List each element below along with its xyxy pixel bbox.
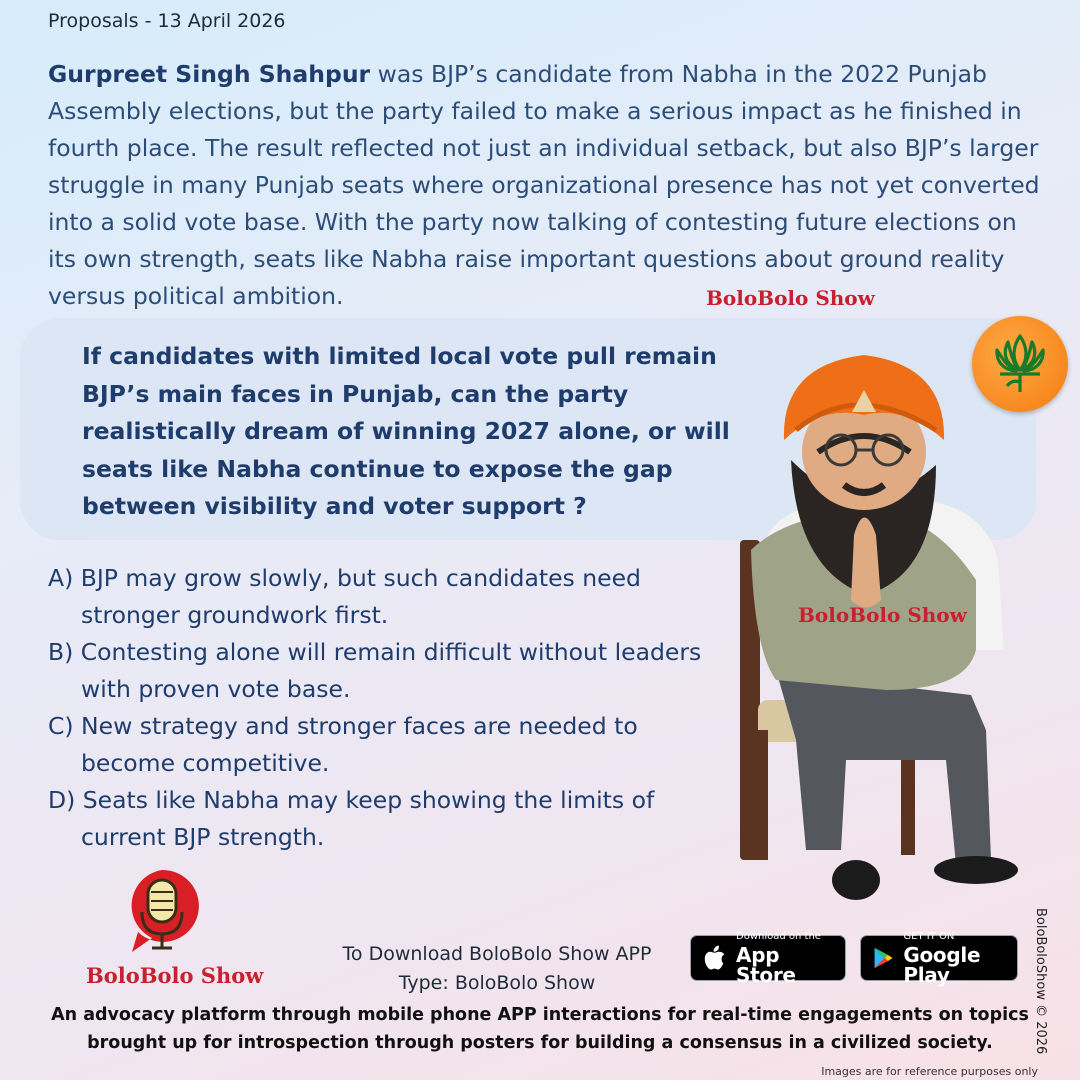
- poll-options: [48, 560, 728, 856]
- vest-brand-text: BoloBolo Show: [798, 603, 967, 627]
- brand-watermark: BoloBolo Show: [706, 286, 875, 310]
- post-date: Proposals - 13 April 2026: [48, 10, 286, 32]
- option-c[interactable]: C) New strategy and stronger faces are needed to become competitive.: [48, 712, 638, 777]
- option-d[interactable]: D) Seats like Nabha may keep showing the limits of current BJP strength.: [48, 786, 655, 851]
- poll-question: If candidates with limited local vote pull remain BJP’s main faces in Punjab, can the party realistically dream of winning 2027 alone, or will seats like Nabha continue to expose the gap between visibility and voter support ?: [82, 342, 730, 520]
- option-a[interactable]: A) BJP may grow slowly, but such candidates need stronger groundwork first.: [48, 564, 641, 629]
- app-store-small-text: Download on the: [736, 930, 821, 942]
- option-b[interactable]: B) Contesting alone will remain difficult without leaders with proven vote base.: [48, 638, 702, 703]
- download-info: [322, 940, 672, 998]
- google-play-small-text: GET IT ON: [903, 930, 955, 942]
- candidate-name: Gurpreet Singh Shahpur: [48, 60, 371, 88]
- disclaimer: Images are for reference purposes only: [821, 1065, 1038, 1078]
- caricature-illustration: [736, 350, 1036, 910]
- google-play-big-text: Google Play: [903, 942, 981, 987]
- google-play-button[interactable]: [860, 930, 1018, 987]
- intro-text: was BJP’s candidate from Nabha in the 2022 Punjab Assembly elections, but the party failed to make a serious impact as he finished in fourth place. The result reflected not just an individual setback, but also BJP’s larger struggle in many Punjab seats where organizational presence has not yet converted into a solid vote base. With the party now talking of contesting future elections on its own strength, seats like Nabha raise important questions about ground reality versus political ambition.: [48, 60, 1040, 310]
- download-line-2: Type: BoloBolo Show: [398, 972, 596, 994]
- copyright-vertical: [1033, 908, 1050, 1055]
- copyright-text: BoloBoloShow © 2026: [1033, 908, 1048, 1055]
- apple-icon: [703, 943, 726, 973]
- bolobolo-mic-logo: [122, 868, 202, 960]
- google-play-icon: [873, 944, 893, 972]
- app-store-button[interactable]: [690, 930, 846, 987]
- app-store-big-text: App Store: [736, 942, 796, 987]
- bolobolo-logo-text: BoloBolo Show: [86, 963, 264, 988]
- download-line-1: To Download BoloBolo Show APP: [342, 943, 652, 965]
- intro-paragraph: [48, 56, 1048, 315]
- footer-tagline: An advocacy platform through mobile phone APP interactions for real-time engagements on topics brought up for introspection through posters for building a consensus in a civilized society.: [51, 1005, 1029, 1053]
